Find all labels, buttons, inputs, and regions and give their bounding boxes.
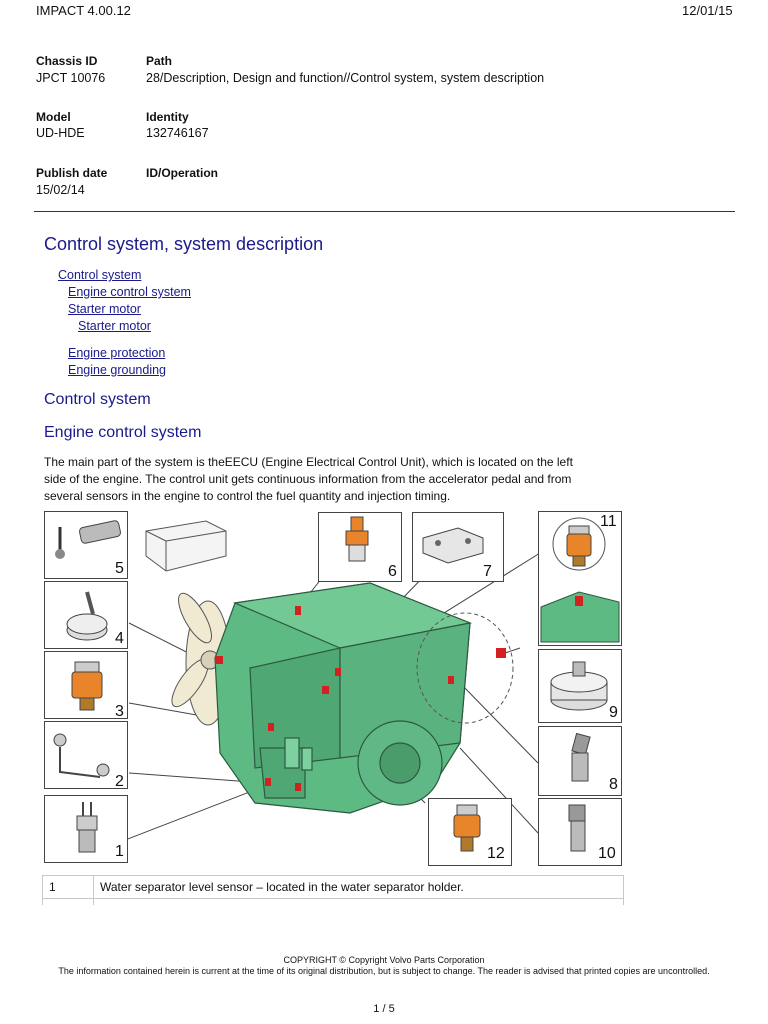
chassis-id-value: JPCT 10076 [36,71,106,85]
publish-date-label: Publish date [36,166,108,180]
legend-number: 1 [43,876,94,899]
section-heading-control-system: Control system [44,391,151,408]
page-number: 1 / 5 [373,1003,395,1015]
callout-number: 9 [609,704,618,721]
identity-label: Identity [146,110,189,124]
section-heading-engine-control-system: Engine control system [44,424,202,441]
table-row [43,899,624,906]
toc-link-starter-motor-sub[interactable]: Starter motor [78,319,151,333]
model-label: Model [36,110,71,124]
legend-text: Water separator level sensor – located in the water separator holder. [94,876,624,899]
path-value: 28/Description, Design and function//Control system, system description [146,71,545,85]
toc-link-engine-protection[interactable]: Engine protection [68,346,166,360]
callout-number: 2 [115,773,124,790]
copyright-notice: The information contained herein is current at the time of its original distribution, but is subject to change. The reader is advised that printed copies are uncontrolled. [58,966,710,976]
callout-number: 12 [487,845,505,862]
callout-number: 3 [115,703,124,720]
callout-number: 11 [600,513,617,530]
water-separator-icon [136,511,236,577]
toc-link-engine-grounding[interactable]: Engine grounding [68,363,166,377]
identity-value: 132746167 [146,126,209,140]
callout-number: 5 [115,560,124,577]
model-value: UD-HDE [36,126,85,140]
paragraph-line: The main part of the system is theEECU (Engine Electrical Control Unit), which is located on the left [44,455,573,469]
chassis-id-label: Chassis ID [36,54,98,68]
callout-box-water-separator [136,511,236,577]
callout-number: 6 [388,563,397,580]
engine-diagram [40,508,630,870]
callout-number: 4 [115,630,124,647]
toc-link-starter-motor[interactable]: Starter motor [68,302,141,316]
app-version: IMPACT 4.00.12 [36,3,131,18]
description-paragraph [44,454,573,505]
copyright-line: COPYRIGHT © Copyright Volvo Parts Corporation [283,955,485,965]
engine-block [215,583,470,813]
table-row [43,876,624,899]
legend-empty-cell [43,899,94,906]
callout-number: 8 [609,776,618,793]
print-date: 12/01/15 [682,3,733,18]
paragraph-line: side of the engine. The control unit gets continuous information from the accelerator pedal and from [44,472,572,486]
id-operation-label: ID/Operation [146,166,219,180]
paragraph-line: several sensors in the engine to control the fuel quantity and injection timing. [44,489,451,503]
legend-empty-cell [94,899,624,906]
callout-box-11 [538,511,622,646]
legend-table [42,875,624,905]
callout-number: 10 [598,845,616,862]
page-title: Control system, system description [44,234,324,254]
path-label: Path [146,54,173,68]
callout-number: 7 [483,563,492,580]
toc-link-control-system[interactable]: Control system [58,268,142,282]
callout-number: 1 [115,843,124,860]
publish-date-value: 15/02/14 [36,183,85,197]
sensor-11-icon [539,512,621,645]
toc-link-engine-control-system[interactable]: Engine control system [68,285,191,299]
header-divider [34,211,735,212]
